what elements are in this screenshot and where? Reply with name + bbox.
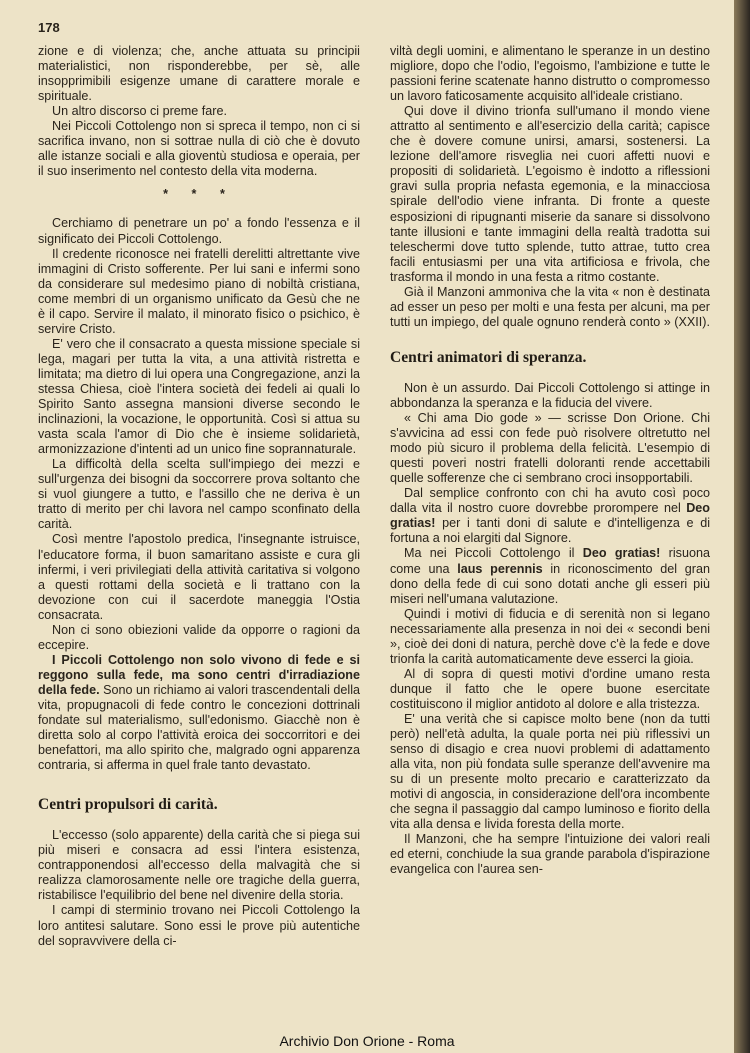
paragraph: « Chi ama Dio gode » — scrisse Don Orione. Chi s'avvicina ad essi con fede può risolvere oltretutto nel modo più sicuro il problema della felicità. L'esempio di questi poveri nostri fratelli doloranti rende accettabili quelle sofferenze che ci sembrano croci insopportabili. xyxy=(390,411,710,486)
paragraph-text: risuona come una xyxy=(390,546,710,576)
paragraph: Al di sopra di questi motivi d'ordine umano resta dunque il fatto che le opere buone esercitate costituiscono il miglior antidoto al dolore e alla tristezza. xyxy=(390,666,710,711)
bold-statement: I Piccoli Cottolengo non solo vivono di fede e si reggono sulla fede, ma sono centri d'irradiazione della fede. xyxy=(38,652,360,697)
paragraph: E' vero che il consacrato a questa missione speciale si lega, magari per tutta la vita, a una attività ristretta e limitata; ma dietro di lui opera una Congregazione, anzi la stessa Chiesa, cioè l'intera società dei fedeli ai quali lo Spirito Santo assegna mansioni diverse secondo le inclinazioni, la vocazione, le opportunità. Così si attua su vasta scala l'amor di Dio che è insieme solidarietà, armonizzazione d'intenti ad un unico fine soprannaturale. xyxy=(38,336,360,457)
paragraph: La difficoltà della scelta sull'impiego dei mezzi e sull'urgenza dei bisogni da soccorrere prova soltanto che si vuol giungere a tutto, e l'assillo che ne deriva è un tratto di merito per chi lavora nel campo sconfinato della carità. xyxy=(38,457,360,532)
page-number: 178 xyxy=(38,20,60,35)
paragraph: Qui dove il divino trionfa sull'umano il mondo viene attratto al sentimento e all'esercizio della carità; capisce che è dovere comune unirsi, amarsi, sostenersi. La lezione dell'amore risveglia nei cuori affetti nuovi e propositi di solidarietà. L'egoismo è indotto a riflessioni gravi sulla propria nefasta egemonia, e la minacciosa spirale dell'odio viene infranta. Di fronte a queste esposizioni di ripugnanti miserie da sanare si dissolvono tante illusioni e tante immagini della realtà tradotta sui teleschermi dove tutto splende, tutto attrae, tutto crea facili entusiasmi per una vita artificiosa e frivola, che trasforma il mondo in una festa a ritmo costante. xyxy=(390,104,710,284)
paragraph xyxy=(390,546,710,606)
paragraph-text: Dal semplice confronto con chi ha avuto così poco dalla vita il nostro cuore dovrebbe prorompere nel xyxy=(390,486,710,516)
paragraph: E' una verità che si capisce molto bene (non da tutti però) nell'età adulta, la quale porta nei più riflessivi un senso di disagio e crea nuovi problemi di adattamento alla vita, non più fondata sulle speranze dell'avvenire ma su di un presente molto precario e caratterizzato da motivi di angoscia, in considerazione dell'ora incombente che segna il passaggio dal campo luminoso e fiorito della vita alla densa e livida foresta della morte. xyxy=(390,711,710,832)
bold-phrase: Deo gratias! xyxy=(582,546,661,561)
paragraph: viltà degli uomini, e alimentano le speranze in un destino migliore, dopo che l'odio, l'egoismo, l'ambizione e tutte le passioni ferine scatenate hanno distrutto o compromesso un lavoro faticosamente acquisito all'ideale cristiano. xyxy=(390,44,710,104)
section-separator: * * * xyxy=(163,187,235,202)
paragraph: Il credente riconosce nei fratelli derelitti altrettante vive immagini di Cristo sofferente. Per lui sani e infermi sono da considerare sul medesimo piano di nobiltà cristiana, come membri di un organismo unificato da Gesù che ne è il capo. Servire il malato, il minorato fisico o psichico, è servire Cristo. xyxy=(38,246,360,336)
right-column xyxy=(390,44,710,877)
paragraph: I campi di sterminio trovano nei Piccoli Cottolengo la loro antitesi salutare. Sono essi le prove più autentiche del sopravvivere della ci- xyxy=(38,903,360,948)
left-column xyxy=(38,44,360,949)
paragraph: Già il Manzoni ammoniva che la vita « non è destinata ad esser un peso per molti e una festa per alcuni, ma per tutti un impiego, del quale ognuno renderà conto » (XXII). xyxy=(390,284,710,329)
paragraph: zione e di violenza; che, anche attuata su principii materialistici, non risponderebbe, per sè, alle insopprimibili esigenze umane di carattere morale e spirituale. xyxy=(38,44,360,104)
bold-phrase: Deo gratias! xyxy=(390,501,710,531)
paragraph: Non è un assurdo. Dai Piccoli Cottolengo si attinge in abbondanza la speranza e la fiducia del vivere. xyxy=(390,380,710,410)
paragraph-text: per i tanti doni di salute e d'intelligenza e di fortuna a noi elargiti dal Signore. xyxy=(390,516,710,546)
paragraph: Non ci sono obiezioni valide da opporre o ragioni da eccepire. xyxy=(38,622,360,652)
paragraph: Nei Piccoli Cottolengo non si spreca il tempo, non ci si sacrifica invano, non si sottrae nulla di ciò che è dovuto alle istanze sociali e alla gioventù studiosa e operaia, per il suo inserimento nel contesto della vita moderna. xyxy=(38,119,360,179)
archive-footer: Archivio Don Orione - Roma xyxy=(279,1033,455,1049)
paragraph-text: Sono un richiamo ai valori trascendentali della vita, propugnacoli di fede contro le concezioni dottrinali fondate sul materialismo, sull'edonismo. Giacchè non è diretta solo al corpo l'attività eroica dei soccorritori e dei benefattori, ma allo spirito che, malgrado ogni apparenza contraria, si afferma in quel frale tanto devastato. xyxy=(38,682,361,773)
bold-phrase: laus perennis xyxy=(457,561,543,576)
paragraph: Quindi i motivi di fiducia e di serenità non si legano necessariamente alla presenza in noi dei « secondi beni », cioè dei doni di natura, perchè dove c'è la fede e dove trionfa la carità automaticamente deve esserci la gioia. xyxy=(390,606,710,666)
paragraph xyxy=(38,653,360,773)
paragraph: Cerchiamo di penetrare un po' a fondo l'essenza e il significato dei Piccoli Cottolengo. xyxy=(38,216,360,246)
paragraph: Così mentre l'apostolo predica, l'insegnante istruisce, l'educatore forma, il buon samaritano assiste e cura gli infermi, i veri privilegiati della attività caritativa si volgono a questi rottami della società e li trattano con la devozione con cui il sacerdote maneggia l'Ostia consacrata. xyxy=(38,532,360,622)
paragraph: Un altro discorso ci preme fare. xyxy=(52,104,227,119)
paragraph xyxy=(390,486,710,546)
section-heading: Centri animatori di speranza. xyxy=(390,348,587,366)
page-edge-shadow xyxy=(734,0,750,1053)
paragraph: L'eccesso (solo apparente) della carità che si piega sui più miseri e consacra ad essi l'intera esistenza, contrapponendosi all'eccesso della malvagità che si realizza clamorosamente nelle ore tragiche della guerra, ristabilisce l'equilibrio del bene nel divenire della storia. xyxy=(38,828,360,903)
paragraph-text: in riconoscimento del gran dono della fede di cui sono dotati anche gli esseri più miseri nell'umana valutazione. xyxy=(390,561,710,606)
paragraph-text: Ma nei Piccoli Cottolengo il xyxy=(404,546,583,561)
section-heading: Centri propulsori di carità. xyxy=(38,796,218,814)
paragraph: Il Manzoni, che ha sempre l'intuizione dei valori reali ed eterni, conchiude la sua grande parabola d'ispirazione evangelica con l'aurea sen- xyxy=(390,832,710,877)
